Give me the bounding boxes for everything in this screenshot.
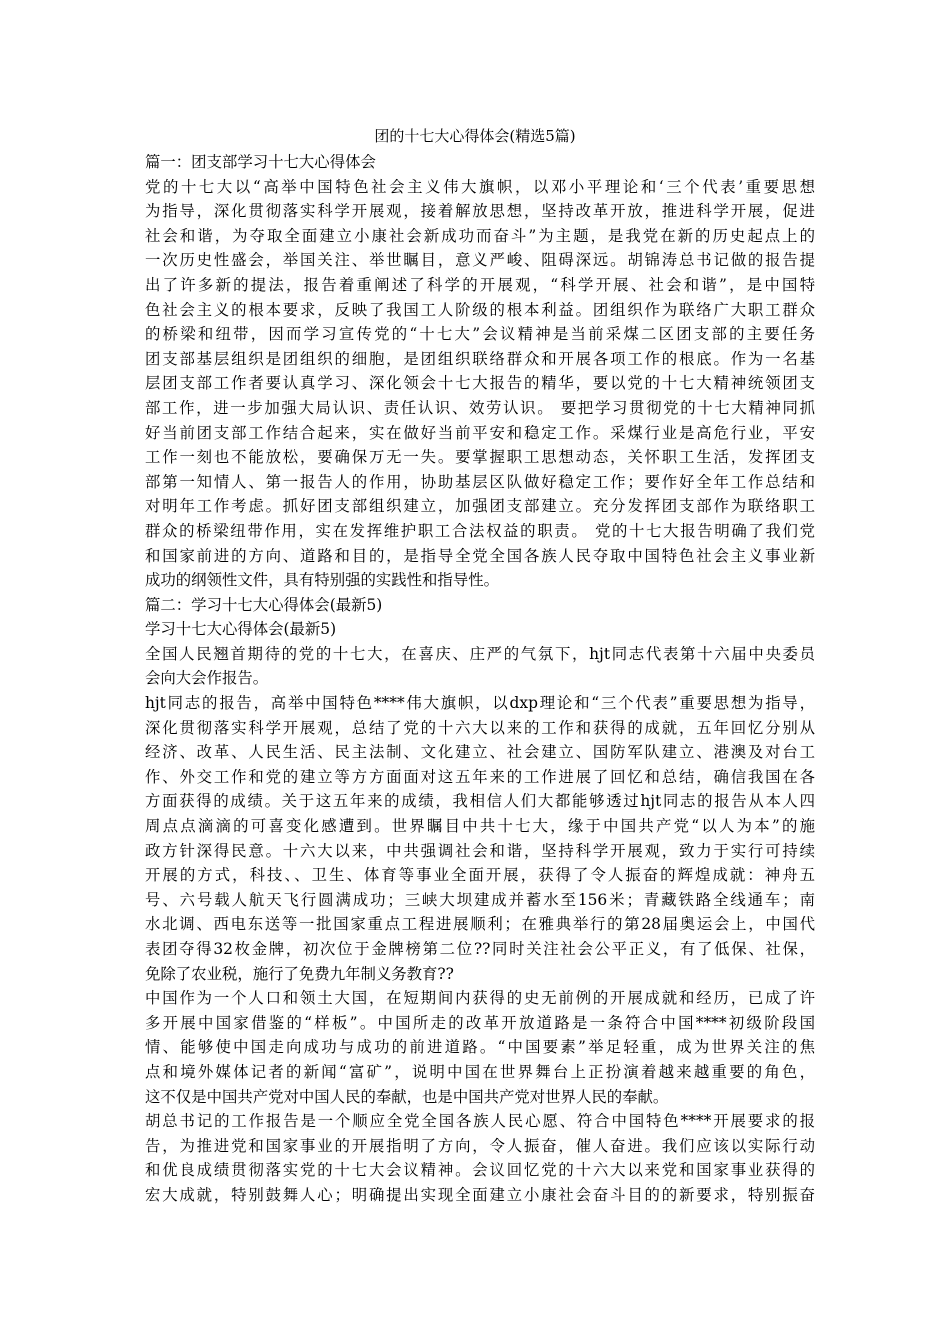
text-line: 篇一：团支部学习十七大心得体会 <box>145 153 376 171</box>
text-line: 方面获得的成绩。关于这五年来的成绩，我相信人们大都能够透过hjt同志的报告从本人四 <box>145 792 815 811</box>
text-line: 中国作为一个人口和领土大国，在短期间内获得的史无前例的开展成就和经历，已成了许 <box>145 989 815 1008</box>
text-line: 团支部基层组织是团组织的细胞，是团组织联络群众和开展各项工作的根底。作为一名基 <box>145 349 815 368</box>
document-body <box>145 150 815 1208</box>
text-line: 一次历史性盛会，举国关注、举世瞩目，意义严峻、阻碍深远。胡锦涛总书记做的报告提 <box>145 251 815 270</box>
text-line: 为指导，深化贯彻落实科学开展观，接着解放思想，坚持改革开放，推进科学开展，促进 <box>145 202 815 221</box>
text-line: 对明年工作考虑。抓好团支部组织建立，加强团支部建立。充分发挥团支部作为联络职工 <box>145 497 815 516</box>
text-line: 告，为推进党和国家事业的开展指明了方向，令人振奋，催人奋进。我们应该以实际行动 <box>145 1136 815 1155</box>
text-line: 工作一刻也不能放松，要确保万无一失。要掌握职工思想动态，关怀职工生活，发挥团支 <box>145 448 815 467</box>
text-line: 表团夺得32枚金牌，初次位于金牌榜第二位??同时关注社会公平正义，有了低保、社保， <box>145 940 815 958</box>
text-line: 好当前团支部工作结合起来，实在做好当前平安和稳定工作。采煤行业是高危行业，平安 <box>145 423 815 442</box>
text-line: 政方针深得民意。十六大以来，中共强调社会和谐，坚持科学开展观，致力于实行可持续 <box>145 841 815 860</box>
text-line: 深化贯彻落实科学开展观，总结了党的十六大以来的工作和获得的成就，五年回忆分别从 <box>145 718 815 737</box>
text-line: 党的十七大以“高举中国特色社会主义伟大旗帜，以邓小平理论和‘三个代表’重要思想 <box>145 177 815 196</box>
text-line: 经济、改革、人民生活、民主法制、文化建立、社会建立、国防军队建立、港澳及对台工 <box>145 743 815 762</box>
text-line: 全国人民翘首期待的党的十七大，在喜庆、庄严的气氛下，hjt同志代表第十六届中央委员 <box>145 644 815 663</box>
text-line: 群众的桥梁纽带作用，实在发挥维护职工合法权益的职责。 党的十七大报告明确了我们党 <box>145 521 815 540</box>
text-line: 学习十七大心得体会(最新5) <box>145 620 337 639</box>
text-line: 的桥梁和纽带，因而学习宣传党的“十七大”会议精神是当前采煤二区团支部的主要任务 <box>145 325 815 344</box>
text-line: 成功的纲领性文件，具有特别强的实践性和指导性。 <box>145 571 499 590</box>
text-line: 会向大会作报告。 <box>145 669 269 688</box>
text-line: 层团支部工作者要认真学习、深化领会十七大报告的精华，要以党的十七大精神统领团支 <box>145 374 815 393</box>
text-line: 多开展中国家借鉴的“样板”。中国所走的改革开放道路是一条符合中国****初级阶段国 <box>145 1013 815 1032</box>
text-line: 和国家前进的方向、道路和目的，是指导全党全国各族人民夺取中国特色社会主义事业新 <box>145 546 815 565</box>
text-line: 部工作，进一步加强大局认识、责任认识、效劳认识。 要把学习贯彻党的十七大精神同抓 <box>145 398 815 417</box>
text-line: 篇二：学习十七大心得体会(最新5) <box>145 595 383 614</box>
text-line: hjt同志的报告，高举中国特色****伟大旗帜，以dxp理论和“三个代表”重要思想为指导， <box>145 694 815 713</box>
text-line: 宏大成就，特别鼓舞人心；明确提出实现全面建立小康社会奋斗目的的新要求，特别振奋 <box>145 1185 815 1204</box>
text-line: 社会和谐，为夺取全面建立小康社会新成功而奋斗”为主题，是我党在新的历史起点上的 <box>145 226 815 245</box>
text-line: 点和境外媒体记者的新闻“富矿”，说明中国在世界舞台上正扮演着越来越重要的角色， <box>145 1062 815 1081</box>
text-line: 这不仅是中国共产党对中国人民的奉献，也是中国共产党对世界人民的奉献。 <box>145 1087 669 1106</box>
text-line: 胡总书记的工作报告是一个顺应全党全国各族人民心愿、符合中国特色****开展要求的报 <box>145 1112 815 1131</box>
text-line: 色社会主义的根本要求，反映了我国工人阶级的根本利益。团组织作为联络广大职工群众 <box>145 300 815 319</box>
text-line: 和优良成绩贯彻落实党的十七大会议精神。会议回忆党的十六大以来党和国家事业获得的 <box>145 1161 815 1180</box>
text-line: 情、能够使中国走向成功与成功的前进道路。“中国要素”举足轻重，成为世界关注的焦 <box>145 1038 815 1057</box>
text-line: 部第一知情人、第一报告人的作用，协助基层区队做好稳定工作；要作好全年工作总结和 <box>145 472 815 491</box>
text-line: 免除了农业税，施行了免费九年制义务教育?? <box>145 964 454 983</box>
text-line: 水北调、西电东送等一批国家重点工程进展顺利；在雅典举行的第28届奥运会上，中国代 <box>145 915 815 934</box>
text-line: 周点点滴滴的可喜变化感遭到。世界瞩目中共十七大，缘于中国共产党“以人为本”的施 <box>145 817 815 836</box>
text-line: 开展的方式，科技、、卫生、体育等事业全面开展，获得了令人振奋的辉煌成就：神舟五 <box>145 866 815 885</box>
text-line: 作、外交工作和党的建立等方方面面对这五年来的工作进展了回忆和总结，确信我国在各 <box>145 767 815 786</box>
document-title: 团的十七大心得体会(精选5篇) <box>374 127 576 145</box>
text-line: 号、六号载人航天飞行圆满成功；三峡大坝建成并蓄水至156米；青藏铁路全线通车；南 <box>145 890 815 909</box>
text-line: 出了许多新的提法，报告着重阐述了科学的开展观，“科学开展、社会和谐”，是中国特 <box>145 275 815 294</box>
